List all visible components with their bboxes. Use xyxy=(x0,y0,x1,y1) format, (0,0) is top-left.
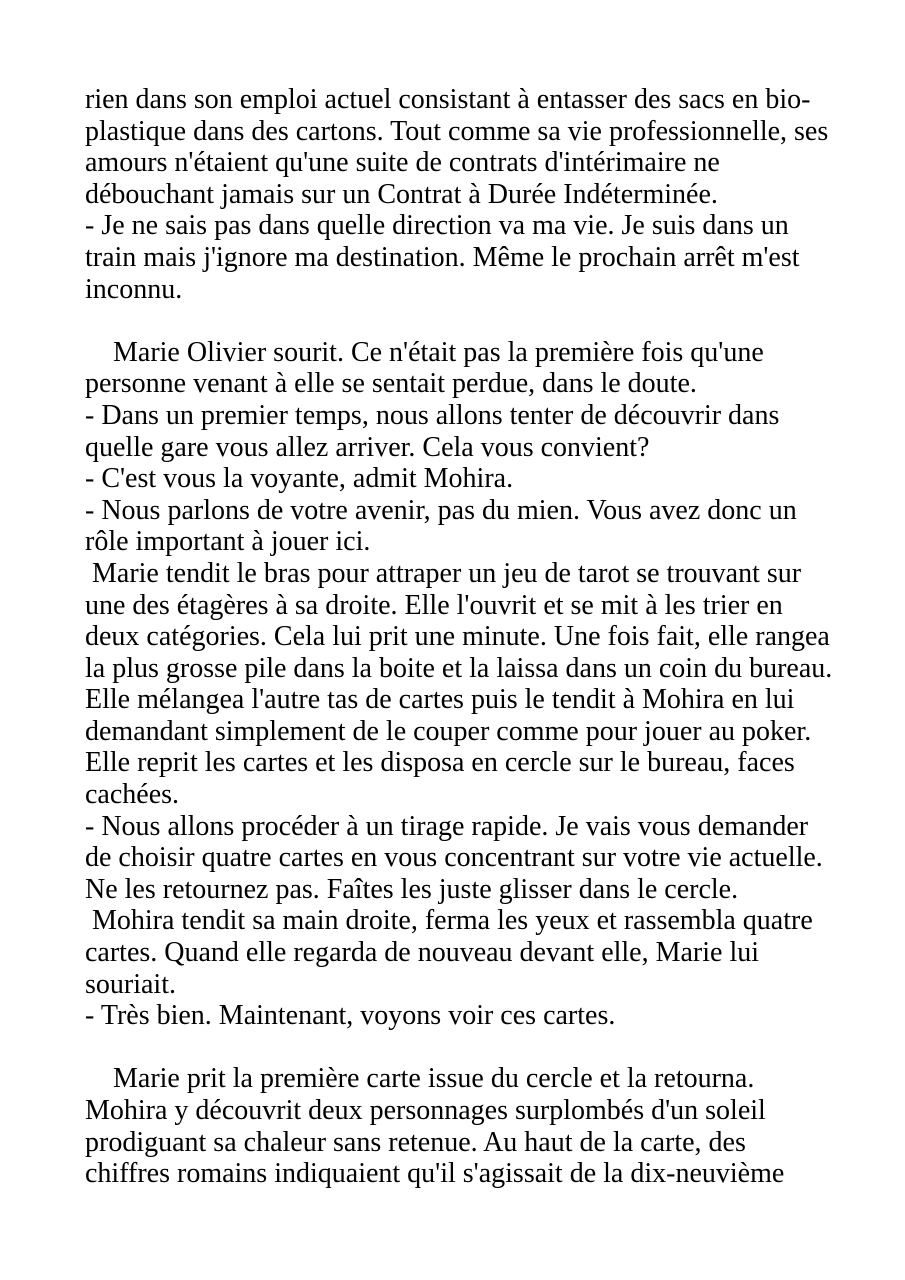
text-line: - Très bien. Maintenant, voyons voir ces cartes. xyxy=(85,1000,616,1032)
text-line: - Nous parlons de votre avenir, pas du mien. Vous avez donc un xyxy=(85,494,797,526)
text-line: de choisir quatre cartes en vous concentrant sur votre vie actuelle. xyxy=(85,842,823,874)
text-line: demandant simplement de le couper comme pour jouer au poker. xyxy=(85,715,812,747)
text-line: - C'est vous la voyante, admit Mohira. xyxy=(85,463,514,495)
text-line: Ne les retournez pas. Faîtes les juste glisser dans le cercle. xyxy=(85,873,739,905)
text-line: débouchant jamais sur un Contrat à Durée Indéterminée. xyxy=(85,178,718,210)
text-line: Elle mélangea l'autre tas de cartes puis le tendit à Mohira en lui xyxy=(85,684,795,716)
text-line: Marie tendit le bras pour attraper un jeu de tarot se trouvant sur xyxy=(85,557,802,589)
text-line: souriait. xyxy=(85,968,176,1000)
text-line: une des étagères à sa droite. Elle l'ouvrit et se mit à les trier en xyxy=(85,589,783,621)
text-line: cartes. Quand elle regarda de nouveau devant elle, Marie lui xyxy=(85,937,760,969)
text-line: quelle gare vous allez arriver. Cela vous convient? xyxy=(85,431,650,463)
blank-line xyxy=(85,305,865,337)
text-line: rôle important à jouer ici. xyxy=(85,526,371,558)
text-line: la plus grosse pile dans la boite et la laissa dans un coin du bureau. xyxy=(85,652,833,684)
text-line: amours n'étaient qu'une suite de contrats d'intérimaire ne xyxy=(85,147,720,179)
text-line: chiffres romains indiquaient qu'il s'agissait de la dix-neuvième xyxy=(85,1158,785,1190)
text-line: rien dans son emploi actuel consistant à entasser des sacs en bio- xyxy=(85,84,811,115)
text-line: Mohira tendit sa main droite, ferma les yeux et rassembla quatre xyxy=(85,905,813,937)
text-line: Mohira y découvrit deux personnages surplombés d'un soleil xyxy=(85,1095,766,1126)
text-line: - Nous allons procéder à un tirage rapide. Je vais vous demander xyxy=(85,810,809,842)
text-line: train mais j'ignore ma destination. Même le prochain arrêt m'est xyxy=(85,241,800,273)
text-line: Marie Olivier sourit. Ce n'était pas la première fois qu'une xyxy=(85,336,764,368)
blank-line xyxy=(85,1032,865,1064)
text-line: prodiguant sa chaleur sans retenue. Au haut de la carte, des xyxy=(85,1126,746,1158)
text-line: inconnu. xyxy=(85,273,183,305)
text-line: Marie prit la première carte issue du cercle et la retourna. xyxy=(85,1063,755,1095)
page-text xyxy=(85,84,865,1190)
text-line: - Je ne sais pas dans quelle direction va ma vie. Je suis dans un xyxy=(85,210,789,242)
text-line: plastique dans des cartons. Tout comme sa vie professionnelle, ses xyxy=(85,115,829,147)
text-line: personne venant à elle se sentait perdue, dans le doute. xyxy=(85,368,697,400)
text-line: Elle reprit les cartes et les disposa en cercle sur le bureau, faces xyxy=(85,747,795,779)
text-line: cachées. xyxy=(85,779,180,811)
text-line: deux catégories. Cela lui prit une minute. Une fois fait, elle rangea xyxy=(85,621,830,653)
text-line: - Dans un premier temps, nous allons tenter de découvrir dans xyxy=(85,399,780,431)
